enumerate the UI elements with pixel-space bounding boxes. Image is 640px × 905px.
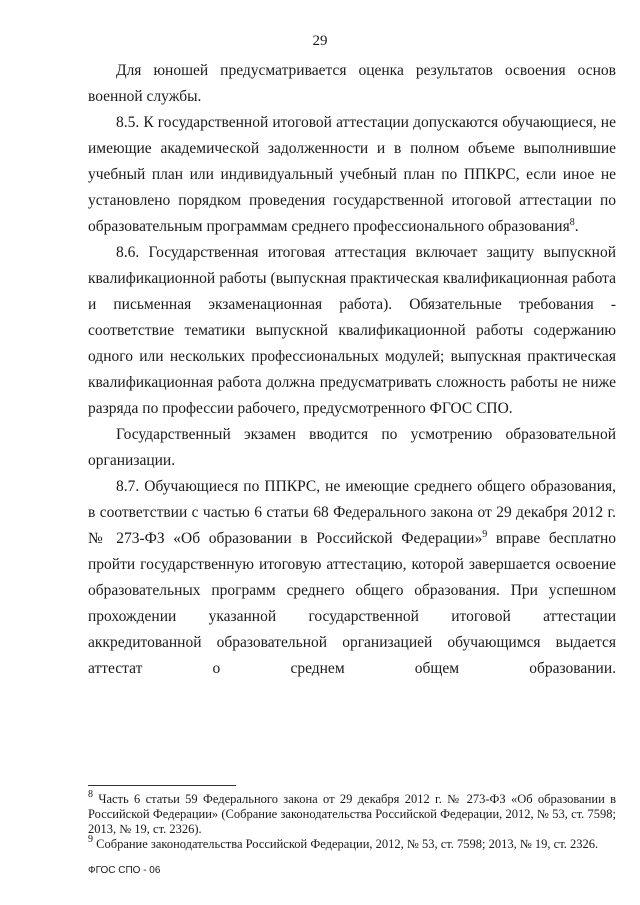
footnote-8: $^8$ Часть 6 статьи 59 Федерального закона от 29 декабря 2012 г. № 273-ФЗ «Об образовании в Российской Федерации» (Собрание законодательства Российской Федерации, 2012, № 53, ст. 7598; 2013, № 19, ст. 2326). [88,789,617,836]
paragraph-8-5: 8.5. К государственной итоговой аттестации допускаются обучающиеся, не имеющие академической задолженности и в полном объеме выполнившие учебный план или индивидуальный учебный план по ППКРС, если иное не установлено порядком проведения государственной итоговой аттестации по образовательным программам среднего профессионального образования$^8$. [88,114,616,235]
paragraph-8-6: 8.6. Государственная итоговая аттестация включает защиту выпускной квалификационной работы (выпускная практическая квалификационная работа и письменная экзаменационная работа). Обязательные требования - соответствие тематики выпускной квалификационной работы содержанию одного или нескольких профессиональных модулей; выпускная практическая квалификационная работа должна предусматривать сложность работы не ниже разряда по профессии рабочего, предусмотренного ФГОС СПО. [88,244,616,417]
footnotes [88,789,617,852]
paragraph-military-service: Для юношей предусматривается оценка результатов освоения основ военной службы. [88,62,616,105]
footnote-divider [88,785,236,786]
paragraph-state-exam: Государственный экзамен вводится по усмотрению образовательной организации. [88,426,616,469]
paragraph-8-7: 8.7. Обучающиеся по ППКРС, не имеющие среднего общего образования, в соответствии с частью 6 статьи 68 Федерального закона от 29 декабря 2012 г. № 273-ФЗ «Об образовании в Российской Федерации»$^9$ вправе бесплатно пройти государственную итоговую аттестацию, которой завершается освоение образовательных программ среднего общего образования. При успешном прохождении указанной государственной итоговой аттестации аккредитованной образовательной организацией обучающимся выдается аттестат о среднем общем образовании. [88,478,617,677]
document-body [88,58,616,708]
footer-code: ФГОС СПО - 06 [88,865,161,876]
footnote-ref-9[interactable]: 9 [482,529,488,540]
footnote-9: $^9$ Собрание законодательства Российской Федерации, 2012, № 53, ст. 7598; 2013, № 19, ст. 2326. [88,834,599,851]
page-number: 29 [312,33,328,49]
footnote-ref-8[interactable]: 8 [569,217,575,228]
